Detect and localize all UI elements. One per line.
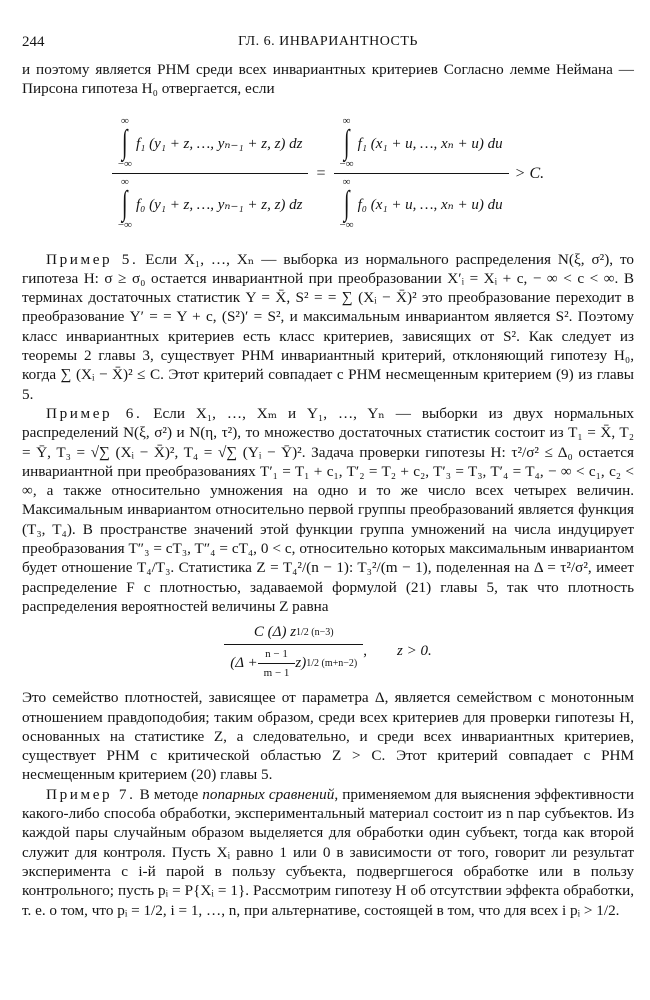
example-7-label: Пример 7.: [46, 785, 136, 803]
fraction-bar: [112, 173, 309, 174]
example-6-text: Если X₁, …, Xₘ и Y₁, …, Yₙ — выборки из двух нормальных распределений N(ξ, σ²) и N(η, τ²), то множество достаточных статистик состоит из T₁ = X̄, T₂ = Ȳ, T₃ = √∑ (Xᵢ − X̄)², T₄ = √∑ (Yᵢ − Ȳ)². Задача проверки гипотезы H: τ²/σ² ≤ Δ₀ остается инвариантной при преобразованиях T′₁ = T₁ + c₁, T′₂ = T₂ + c₂, T′₃ = T₃, T′₄ = T₄, − ∞ < c₁, c₂ < ∞, а также относительно умножения на одно и то же число всех четырех величин. Максимальным инвариантом относительно первой группы преобразований является функция (T₃, T₄). В пространстве значений этой функции группа умножений на числа индуцирует преобразования T″₃ = cT₃, T″₄ = cT₄, 0 < c, относительно которых максимальным инвариантом будет отношение T₄/T₃. Статистика Z = T₄²/(n − 1): T₃²/(m − 1), поделенная на Δ = τ²/σ², имеет распределение F с плотностью, задаваемой формулой (21) главы 5, так что плотность распределения вероятностей величины Z равна: [22, 404, 634, 615]
example-7-paragraph: [22, 785, 634, 920]
right-fraction: [334, 116, 509, 231]
book-page: [22, 34, 634, 920]
formula-tail: > C.: [514, 164, 545, 182]
formula-comma: ,: [363, 642, 368, 659]
density-fraction: [224, 624, 363, 679]
density-numerator: C (Δ) z: [253, 623, 297, 640]
right-numerator: f₁ (x₁ + u, …, xₙ + u) du: [357, 135, 503, 152]
example-7-emphasis: попарных сравнений: [202, 785, 335, 803]
integral-sign-icon: ∞ ∫ −∞: [117, 176, 132, 232]
fraction-bar: [334, 173, 509, 174]
example-6-label: Пример 6.: [46, 404, 143, 422]
page-header: [22, 34, 634, 60]
denominator-exponent: 1/2 (m+n−2): [306, 657, 358, 669]
example-6-paragraph: [22, 404, 634, 616]
density-condition: z > 0.: [397, 642, 432, 659]
integral-sign-icon: ∞ ∫ −∞: [117, 115, 132, 171]
example-5-text: Если X₁, …, Xₙ — выборка из нормального распределения N(ξ, σ²), то гипотеза H: σ ≥ σ₀ остается инвариантной при преобразовании X′ᵢ = Xᵢ + c, − ∞ < c < ∞. В терминах достаточных статистик Y = X̄, S² = = ∑ (Xᵢ − X̄)² это преобразование переходит в преобразование Y′ = = Y + c, (S²)′ = S², и максимальным инвариантом является S². Поэтому класс инвариантных критериев есть класс критериев, зависящих от S². Как следует из теоремы 2 главы 3, существует РНМ инвариантный критерий, отклоняющий гипотезу H₀, когда ∑ (Xᵢ − X̄)² ≤ C. Этот критерий совпадает с РНМ несмещенным критерием (9) из главы 5.: [22, 250, 635, 403]
density-formula: [22, 618, 634, 684]
fraction-bar: [224, 644, 363, 645]
example-5-paragraph: [22, 250, 634, 404]
left-fraction: [112, 116, 309, 231]
denominator-open: (Δ +: [230, 654, 258, 671]
numerator-exponent: 1/2 (n−3): [296, 626, 334, 638]
inner-fraction: $\frac{n - 1}{m - 1}$: [258, 648, 296, 679]
running-title: ГЛ. 6. ИНВАРИАНТНОСТЬ: [238, 34, 418, 49]
left-numerator: f₁ (y₁ + z, …, yₙ₋₁ + z, z) dz: [135, 135, 303, 152]
denominator-close: z): [295, 654, 307, 671]
example-7-text-after: , применяемом для выяснения эффективности какого-либо способа обработки, экспериментальный материал состоит из n пар субъектов. Из каждой пары случайным образом выделяется для обработки один субъект, тогда как второй служит для контроля. Пусть Xᵢ равно 1 или 0 в зависимости от того, говорит ли результат эксперимента с i-й парой в пользу субъекта, подвергшегося обработке или в пользу контрольного; пусть pᵢ = P{Xᵢ = 1}. Рассмотрим гипотезу H об отсутствии эффекта обработки, т. е. о том, что pᵢ = 1/2, i = 1, …, n, при альтернативе, состоящей в том, что для всех i pᵢ > 1/2.: [22, 785, 634, 919]
likelihood-ratio-formula: [22, 101, 634, 247]
integral-sign-icon: ∞ ∫ −∞: [339, 115, 354, 171]
left-denominator: f₀ (y₁ + z, …, yₙ₋₁ + z, z) dz: [135, 196, 303, 213]
after-formula-paragraph: Это семейство плотностей, зависящее от параметра Δ, является семейством с монотонным отношением правдоподобия; таким образом, среди всех критериев для проверки гипотезы H, основанных на статистике Z, а следовательно, и среди всех инвариантных критериев, существует РНМ с критической областью Z > C. Этот критерий совпадает с РНМ несмещенным критерием (20) главы 5.: [22, 689, 634, 784]
right-denominator: f₀ (x₁ + u, …, xₙ + u) du: [357, 196, 503, 213]
intro-paragraph: и поэтому является РНМ среди всех инвариантных критериев Согласно лемме Неймана — Пирсона гипотеза H₀ отвергается, если: [22, 61, 634, 98]
page-number: 244: [22, 34, 45, 50]
equals-sign: =: [316, 164, 326, 182]
example-5-label: Пример 5.: [46, 250, 139, 268]
example-7-text-before: В методе: [139, 785, 203, 803]
integral-sign-icon: ∞ ∫ −∞: [339, 176, 354, 232]
